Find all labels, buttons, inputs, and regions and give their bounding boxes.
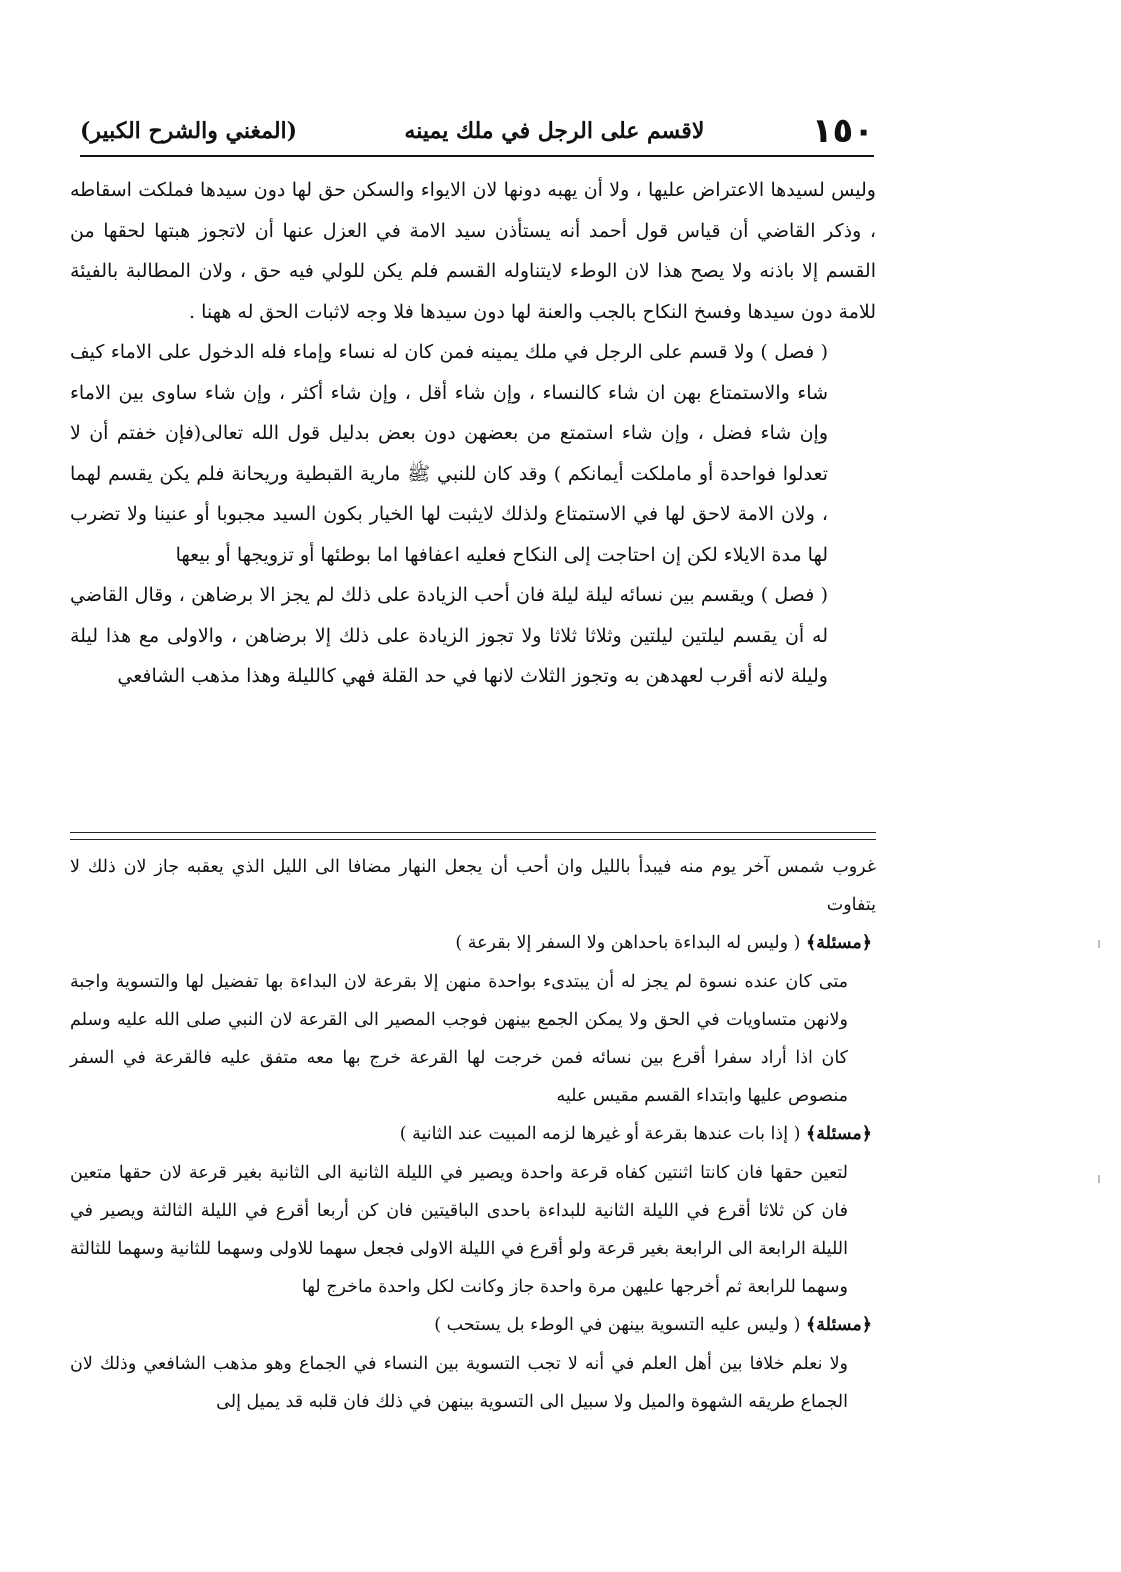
header-rule (80, 155, 874, 157)
page-number: ١٥٠ (811, 111, 874, 151)
masala-text: ( وليس له البداءة باحداهن ولا السفر إلا بقرعة ) (455, 933, 801, 954)
commentary-block (70, 848, 876, 1421)
main-paragraph: ( فصل ) ويقسم بين نسائه ليلة ليلة فان أحب الزيادة على ذلك لم يجز الا برضاهن ، وقال القاضي له أن يقسم ليلتين ليلتين وثلاثا ثلاثا ولا تجوز الزيادة على ذلك إلا برضاهن ، والاولى مع هذا ليلة وليلة لانه أقرب لعهدهن به وتجوز الثلاث لانها في حد القلة فهي كالليلة وهذا مذهب الشافعي (70, 584, 828, 687)
page-header (80, 108, 874, 154)
masala-label: ﴿مسئلة﴾ (806, 933, 872, 954)
masala-body: متى كان عنده نسوة لم يجز له أن يبتدىء بواحدة منهن إلا بقرعة لان البداءة بها تفضيل لها والتسوية واجبة ولانهن متساويات في الحق ولا يمكن الجمع بينهن فوجب المصير الى القرعة لان النبي صلى الله عليه وسلم كان اذا أراد سفرا أقرع بين نسائه فمن خرجت لها القرعة خرج بها معه متفق عليه فالقرعة في السفر منصوص عليها وابتداء القسم مقيس عليه (70, 971, 848, 1107)
masala-text: ( إذا بات عندها بقرعة أو غيرها لزمه المبيت عند الثانية ) (399, 1124, 801, 1145)
masala-label: ﴿مسئلة﴾ (806, 1124, 872, 1145)
masala-heading (70, 1306, 876, 1344)
scan-mark (1098, 1175, 1100, 1183)
masala-heading (70, 1115, 876, 1153)
section-divider (70, 832, 876, 840)
masala-body: ولا نعلم خلافا بين أهل العلم في أنه لا تجب التسوية بين النساء في الجماع وهو مذهب الشافعي وذلك لان الجماع طريقه الشهوة والميل ولا سبيل الى التسوية بينهن في ذلك فان قلبه قد يميل إلى (70, 1353, 848, 1412)
masala-body: لتعين حقها فان كانتا اثنتين كفاه قرعة واحدة ويصير في الليلة الثانية الى الثانية بغير قرعة لان حقها متعين فان كن ثلاثا أقرع في الليلة الثانية للبداءة باحدى الباقيتين فان كن أربعا أقرع في الليلة الثالثة ويصير في الليلة الرابعة الى الرابعة بغير قرعة ولو أقرع في الليلة الاولى فجعل سهما للاولى وسهما للثانية وسهما للثالثة وسهما للرابعة ثم أخرجها عليهن مرة واحدة جاز وكانت لكل واحدة ماخرج لها (70, 1162, 848, 1298)
scan-mark (1098, 940, 1100, 948)
commentary-opening: غروب شمس آخر يوم منه فيبدأ بالليل وان أحب أن يجعل النهار مضافا الى الليل الذي يعقبه جاز لان ذلك لا يتفاوت (70, 857, 876, 916)
book-title: (المغني والشرح الكبير) (80, 118, 298, 144)
main-paragraph: ( فصل ) ولا قسم على الرجل في ملك يمينه فمن كان له نساء وإماء فله الدخول على الاماء كيف شاء والاستمتاع بهن ان شاء كالنساء ، وإن شاء أقل ، وإن شاء أكثر ، وإن شاء ساوى بين الاماء وإن شاء فضل ، وإن شاء استمتع من بعضهن دون بعض بدليل قول الله تعالى(فإن خفتم أن لا تعدلوا فواحدة أو ماملكت أيمانكم ) وقد كان للنبي ﷺ مارية القبطية وريحانة فلم يكن يقسم لهما ، ولان الامة لاحق لها في الاستمتاع ولذلك لايثبت لها الخيار بكون السيد مجبوبا أو عنينا ولا تضرب لها مدة الايلاء لكن إن احتاجت إلى النكاح فعليه اعفافها اما بوطئها أو تزويجها أو بيعها (70, 341, 828, 566)
masala-heading (70, 924, 876, 962)
masala-label: ﴿مسئلة﴾ (806, 1315, 872, 1336)
masala-text: ( وليس عليه التسوية بينهن في الوطء بل يستحب ) (434, 1315, 801, 1336)
main-text-block (70, 170, 876, 697)
main-paragraph: وليس لسيدها الاعتراض عليها ، ولا أن يهبه دونها لان الايواء والسكن حق لها دون سيدها فملكت اسقاطه ، وذكر القاضي أن قياس قول أحمد أنه يستأذن سيد الامة في العزل عنها أن لاتجوز هبتها لحقها من القسم إلا باذنه ولا يصح هذا لان الوطء لايتناوله القسم فلم يكن للولي فيه حق ، ولان المطالبة بالفيئة للامة دون سيدها وفسخ النكاح بالجب والعنة لها دون سيدها فلا وجه لاثبات الحق له ههنا . (70, 179, 876, 323)
running-title: لاقسم على الرجل في ملك يمينه (404, 118, 705, 144)
